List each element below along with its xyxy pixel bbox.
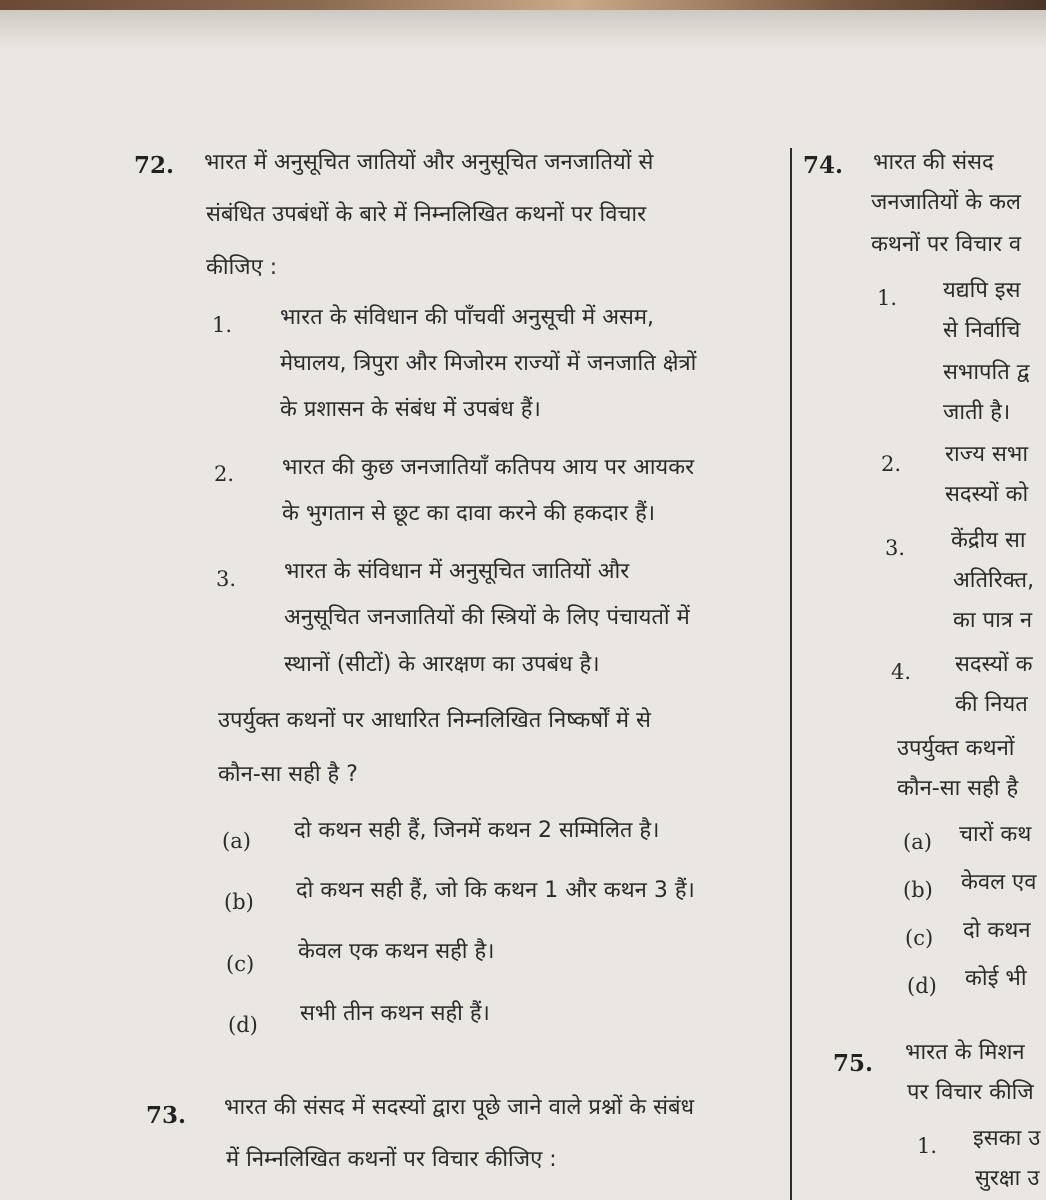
q72-statement-number: 1. <box>212 313 233 337</box>
q74-statement-number: 4. <box>891 660 912 684</box>
q75-stem-line: पर विचार कीजि <box>907 1080 1034 1105</box>
q72-statement-1-line: मेघालय, त्रिपुरा और मिजोरम राज्यों में जनजाति क्षेत्रों <box>280 351 697 376</box>
q72-option-c-label[interactable]: (c) <box>226 952 255 976</box>
q74-statement-4-line: की नियत <box>955 692 1028 717</box>
question-75-number: 75. <box>833 1050 874 1077</box>
q74-option-d-text[interactable]: कोई भी <box>965 966 1027 991</box>
q73-stem-line: में निम्नलिखित कथनों पर विचार कीजिए : <box>226 1147 557 1172</box>
q72-statement-number: 2. <box>214 462 235 486</box>
q74-prompt-line: उपर्युक्त कथनों <box>897 736 1015 761</box>
q74-statement-1-line: यद्यपि इस <box>943 278 1021 303</box>
q74-statement-1-line: जाती है। <box>943 400 1011 425</box>
question-74-number: 74. <box>803 152 844 179</box>
q72-option-d-label[interactable]: (d) <box>228 1013 258 1037</box>
q74-statement-number: 2. <box>881 452 902 476</box>
q74-stem-line: भारत की संसद <box>873 150 994 175</box>
q72-option-b-text[interactable]: दो कथन सही हैं, जो कि कथन 1 और कथन 3 हैं। <box>296 878 695 903</box>
q74-option-b-text[interactable]: केवल एव <box>961 870 1037 895</box>
q72-stem-line: कीजिए : <box>206 255 278 280</box>
q72-stem-line: भारत में अनुसूचित जातियों और अनुसूचित जनजातियों से <box>204 150 654 175</box>
q72-prompt-line: कौन-सा सही है ? <box>218 762 358 787</box>
q72-statement-3-line: भारत के संविधान में अनुसूचित जातियों और <box>284 559 630 584</box>
q72-statement-3-line: अनुसूचित जनजातियों की स्त्रियों के लिए पंचायतों में <box>284 605 690 630</box>
column-divider <box>790 148 792 1200</box>
q74-statement-number: 1. <box>877 286 898 310</box>
page-shadow <box>0 10 1046 50</box>
q72-option-c-text[interactable]: केवल एक कथन सही है। <box>298 939 495 964</box>
q72-statement-1-line: के प्रशासन के संबंध में उपबंध हैं। <box>280 397 541 422</box>
q72-statement-2-line: भारत की कुछ जनजातियाँ कतिपय आय पर आयकर <box>282 455 695 480</box>
q74-stem-line: कथनों पर विचार व <box>871 232 1022 257</box>
q74-statement-1-line: से निर्वाचि <box>943 318 1021 343</box>
q74-stem-line: जनजातियों के कल <box>871 190 1021 215</box>
q75-statement-1-line: सुरक्षा उ <box>975 1166 1040 1191</box>
question-73-number: 73. <box>146 1102 187 1129</box>
right-column <box>793 140 1046 1200</box>
q74-option-c-label[interactable]: (c) <box>905 926 934 950</box>
q72-statement-3-line: स्थानों (सीटों) के आरक्षण का उपबंध है। <box>284 652 600 677</box>
q74-statement-1-line: सभापति द्व <box>943 360 1030 385</box>
q74-statement-number: 3. <box>885 536 906 560</box>
q74-statement-3-line: केंद्रीय सा <box>951 528 1026 553</box>
q74-statement-2-line: राज्य सभा <box>945 442 1029 467</box>
q72-statement-number: 3. <box>216 567 237 591</box>
q73-stem-line: भारत की संसद में सदस्यों द्वारा पूछे जाने वाले प्रश्नों के संबंध <box>224 1095 695 1120</box>
q74-statement-4-line: सदस्यों क <box>955 652 1033 677</box>
q74-prompt-line: कौन-सा सही है <box>897 776 1019 801</box>
q72-option-a-text[interactable]: दो कथन सही हैं, जिनमें कथन 2 सम्मिलित है। <box>294 818 660 843</box>
q74-option-b-label[interactable]: (b) <box>903 878 933 902</box>
question-72-number: 72. <box>134 152 175 179</box>
q75-statement-number: 1. <box>917 1134 938 1158</box>
q74-statement-3-line: अतिरिक्त, <box>953 568 1035 593</box>
q74-statement-3-line: का पात्र न <box>953 608 1033 633</box>
q72-statement-1-line: भारत के संविधान की पाँचवीं अनुसूची में असम, <box>280 305 655 330</box>
q72-option-a-label[interactable]: (a) <box>222 829 251 853</box>
q74-option-a-text[interactable]: चारों कथ <box>959 822 1032 847</box>
q72-stem-line: संबंधित उपबंधों के बारे में निम्नलिखित कथनों पर विचार <box>206 202 647 227</box>
q74-statement-2-line: सदस्यों को <box>945 482 1029 507</box>
q74-option-d-label[interactable]: (d) <box>907 974 937 998</box>
photo-top-edge <box>0 0 1046 10</box>
q75-statement-1-line: इसका उ <box>973 1126 1041 1151</box>
q72-statement-2-line: के भुगतान से छूट का दावा करने की हकदार हैं। <box>282 501 656 526</box>
q75-stem-line: भारत के मिशन <box>905 1040 1025 1065</box>
q74-option-c-text[interactable]: दो कथन <box>963 918 1031 943</box>
q72-prompt-line: उपर्युक्त कथनों पर आधारित निम्नलिखित निष्कर्षों में से <box>218 708 651 733</box>
q74-option-a-label[interactable]: (a) <box>903 830 932 854</box>
q72-option-b-label[interactable]: (b) <box>224 890 254 914</box>
q72-option-d-text[interactable]: सभी तीन कथन सही हैं। <box>300 1001 490 1026</box>
